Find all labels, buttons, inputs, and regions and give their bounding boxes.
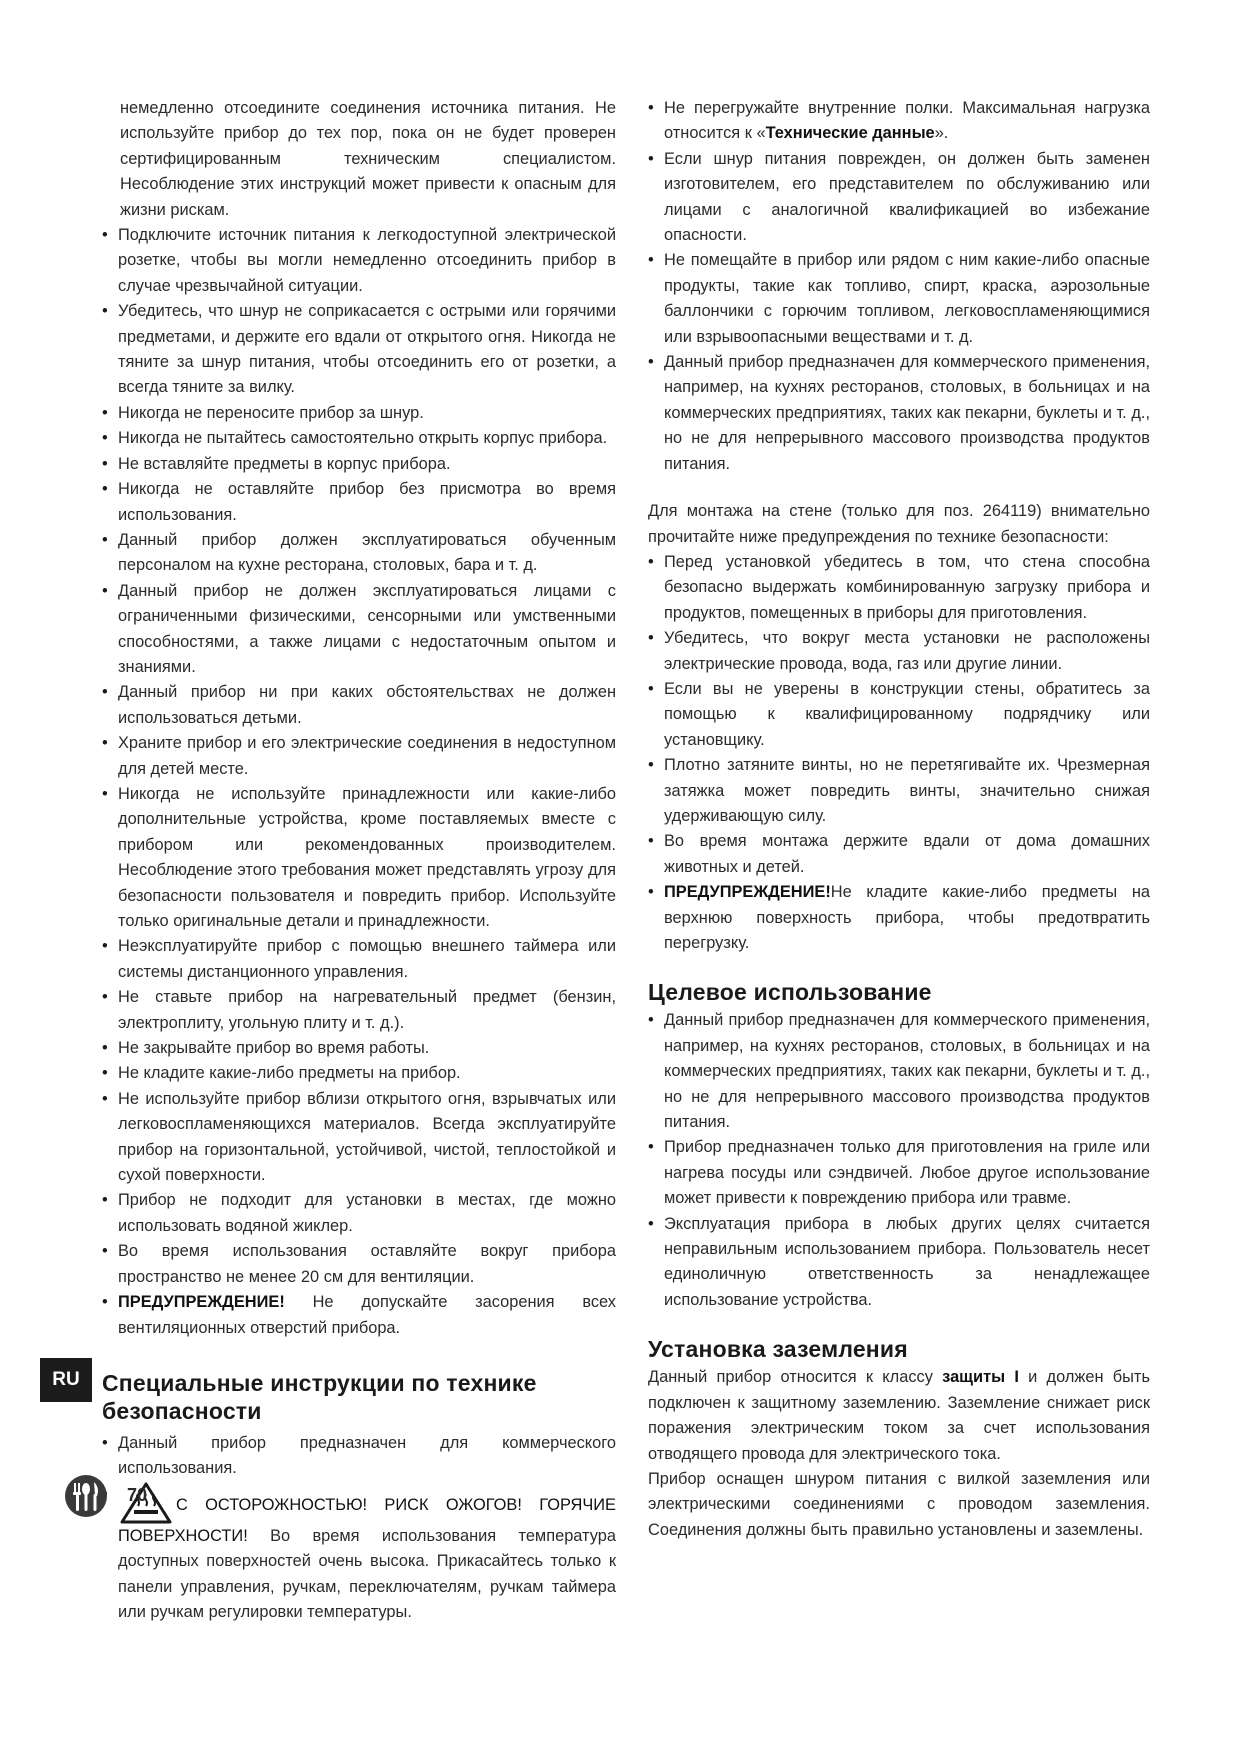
list-item: • Подключите источник питания к легкодоступной электрической розетке, чтобы вы могли немедленно отсоединить прибор в случае чрезвычайной ситуации. [102, 223, 616, 299]
list-item: • Не закрывайте прибор во время работы. [102, 1036, 616, 1061]
list-item: • Во время использования оставляйте вокруг прибора пространство не менее 20 см для вентиляции. [102, 1239, 616, 1290]
left-column [102, 96, 616, 1625]
list-item: • Не помещайте в прибор или рядом с ним какие-либо опасные продукты, такие как топливо, спирт, краска, аэрозольные баллончики с горючим топливом, легковоспламеняющимися или взрывоопасными веществами и т. д. [648, 248, 1150, 350]
list-item [648, 96, 1150, 147]
list-item: • Убедитесь, что вокруг места установки не расположены электрические провода, вода, газ или другие линии. [648, 626, 1150, 677]
list-item: • Данный прибор предназначен для коммерческого применения, например, на кухнях ресторанов, столовых, в больницах и на коммерческих предприятиях, таких как пекарни, буклеты и т. д., но не для непрерывного массового производства продуктов питания. [648, 1008, 1150, 1135]
left-safety-list [120, 223, 616, 1341]
list-item-caution [102, 1482, 616, 1626]
language-tab: RU [40, 1358, 92, 1402]
list-item: • Никогда не используйте принадлежности или какие-либо дополнительные устройства, кроме поставляемых вместе с прибором или рекомендованных производителем. Несоблюдение этого требования может представлять угрозу для безопасности пользователя и повредить прибор. Используйте только оригинальные детали и принадлежности. [102, 782, 616, 934]
special-instructions-heading: Специальные инструкции по технике безопасности [102, 1369, 537, 1424]
list-item: • Данный прибор ни при каких обстоятельствах не должен использоваться детьми. [102, 680, 616, 731]
protection-class: защиты I [942, 1368, 1019, 1387]
list-item-warning [648, 880, 1150, 956]
grounding-paragraph-2: Прибор оснащен шнуром питания с вилкой заземления или электрическими соединениями с проводом заземления. Соединения должны быть правильно установлены и заземлены. [648, 1469, 1150, 1539]
list-item: • Никогда не пытайтесь самостоятельно открыть корпус прибора. [102, 426, 616, 451]
right-column [648, 96, 1150, 1543]
intended-use-heading: Целевое использование [648, 979, 932, 1006]
warning-text: Не кладите какие-либо предметы на верхнюю поверхность прибора, чтобы предотвратить перегрузку. [664, 883, 1150, 952]
list-item: • Храните прибор и его электрические соединения в недоступном для детей месте. [102, 731, 616, 782]
intended-use-list [648, 1008, 1150, 1313]
list-item: • Данный прибор должен эксплуатироваться обученным персоналом на кухне ресторана, столовых, бара и т. д. [102, 528, 616, 579]
warning-label: ПРЕДУПРЕЖДЕНИЕ! [664, 883, 831, 902]
wall-mount-list [648, 550, 1150, 957]
list-item: • Не вставляйте предметы в корпус прибора. [102, 452, 616, 477]
page-number: 70 [127, 1485, 148, 1505]
warning-label: ПРЕДУПРЕЖДЕНИЕ! [118, 1293, 285, 1312]
list-item: • Прибор предназначен только для приготовления на гриле или нагрева посуды или сэндвичей. Любое другое использование может привести к повреждению прибора или травме. [648, 1135, 1150, 1211]
right-top-list [648, 96, 1150, 477]
text-part: ». [934, 124, 949, 143]
text-part: и должен быть подключен к защитному заземлению. Заземление снижает риск поражения электрическим током за счет использования отводящего провода для электрического тока. [648, 1368, 1150, 1463]
list-item: • Прибор не подходит для установки в местах, где можно использовать водяной жиклер. [102, 1188, 616, 1239]
list-item: • Данный прибор не должен эксплуатироваться лицами с ограниченными физическими, сенсорными или умственными способностями, а также лицами с недостаточным опытом и знаниями. [102, 579, 616, 681]
tech-data-reference: Технические данные [765, 124, 935, 143]
list-item: • Не используйте прибор вблизи открытого огня, взрывчатых или легковоспламеняющихся материалов. Всегда эксплуатируйте прибор на горизонтальной, устойчивой, чистой, теплостойкой и сухой поверхности. [102, 1087, 616, 1189]
list-item: • Не ставьте прибор на нагревательный предмет (бензин, электроплиту, угольную плиту и т. д.). [102, 985, 616, 1036]
list-item: • Во время монтажа держите вдали от дома домашних животных и детей. [648, 829, 1150, 880]
caution-title: С ОСТОРОЖНОСТЬЮ! РИСК ОЖОГОВ! ГОРЯЧИЕ ПОВЕРХНОСТИ! [118, 1495, 616, 1545]
list-item: • Если шнур питания поврежден, он должен быть заменен изготовителем, его представителем по обслуживанию или лицами с аналогичной квалификацией во избежание опасности. [648, 147, 1150, 249]
left-intro-paragraph: немедленно отсоедините соединения источника питания. Не используйте прибор до тех пор, пока он не будет проверен сертифицированным техническим специалистом. Несоблюдение этих инструкций может привести к опасным для жизни рискам. [120, 99, 616, 219]
text-part: Не перегружайте внутренние полки. Максимальная нагрузка относится к « [664, 99, 1150, 143]
list-item: • Эксплуатация прибора в любых других целях считается неправильным использованием прибора. Пользователь несет единоличную ответственность за ненадлежащее использование устройства. [648, 1212, 1150, 1314]
text-part: Данный прибор относится к классу [648, 1368, 943, 1387]
wall-mount-intro: Для монтажа на стене (только для поз. 264119) внимательно прочитайте ниже предупреждения по технике безопасности: [648, 502, 1150, 546]
list-item: • Данный прибор предназначен для коммерческого использования. [102, 1431, 616, 1482]
caution-text: Во время использования температура доступных поверхностей очень высока. Прикасайтесь только к панели управления, ручкам, переключателям, ручкам таймера или ручкам регулировки температуры. [118, 1526, 616, 1621]
list-item: • Плотно затяните винты, но не перетягивайте их. Чрезмерная затяжка может повредить винты, значительно снижая удерживающую силу. [648, 753, 1150, 829]
list-item: • Не кладите какие-либо предметы на прибор. [102, 1061, 616, 1086]
cutlery-logo-icon [64, 1474, 108, 1518]
list-item-warning [102, 1290, 616, 1341]
list-item: • Неэксплуатируйте прибор с помощью внешнего таймера или системы дистанционного управления. [102, 934, 616, 985]
special-instructions-list [120, 1431, 616, 1625]
warning-text: Не допускайте засорения всех вентиляционных отверстий прибора. [118, 1293, 616, 1337]
list-item: • Перед установкой убедитесь в том, что стена способна безопасно выдержать комбинированную загрузку прибора и продуктов, помещенных в приборы для приготовления. [648, 550, 1150, 626]
list-item: • Убедитесь, что шнур не соприкасается с острыми или горячими предметами, и держите его вдали от открытого огня. Никогда не тяните за шнур питания, чтобы отсоединить его от розетки, а всегда тяните за вилку. [102, 299, 616, 401]
list-item: • Если вы не уверены в конструкции стены, обратитесь за помощью к квалифицированному подрядчику или установщику. [648, 677, 1150, 753]
grounding-paragraph-1 [648, 1365, 1150, 1467]
list-item: • Данный прибор предназначен для коммерческого применения, например, на кухнях ресторанов, столовых, в больницах и на коммерческих предприятиях, таких как пекарни, буклеты и т. д., но не для непрерывного массового производства продуктов питания. [648, 350, 1150, 477]
list-item: • Никогда не оставляйте прибор без присмотра во время использования. [102, 477, 616, 528]
list-item: • Никогда не переносите прибор за шнур. [102, 401, 616, 426]
grounding-heading: Установка заземления [648, 1336, 908, 1363]
spacer [648, 477, 1150, 499]
